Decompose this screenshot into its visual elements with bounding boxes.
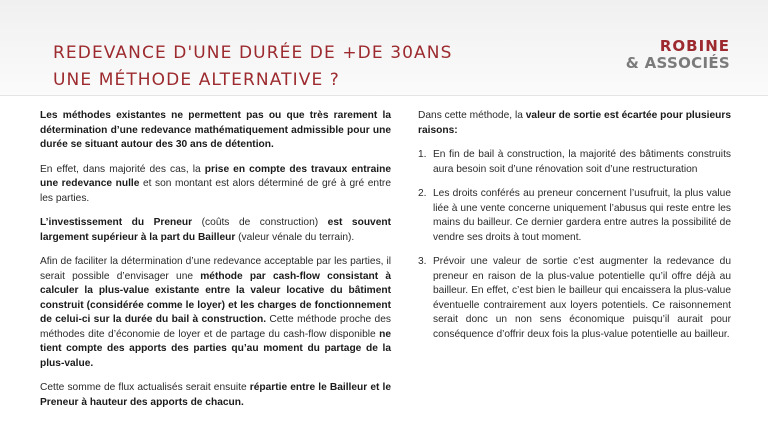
p4-text-a: Afin de faciliter la détermination d’une redevance acceptable par les parties, il serait possible d’envisager une xyxy=(40,256,391,282)
p4-text-c: Cette méthode proche des méthodes dite d’économie de loyer et de partage du cash-flow disponible xyxy=(40,314,391,340)
reason-text: Prévoir une valeur de sortie c’est augmenter la redevance du preneur en raison de la plus-value potentielle qu’il offre déjà au bailleur. En effet, c’est bien le bailleur qui encaissera la plus-value éventuelle contrairement aux loyers potentiels. Ce raisonnement serait donc un non sens économique puisqu’il aurait pour conséquence d’offrir deux fois la plus-value potentielle au bailleur. xyxy=(433,256,731,340)
intro-text: Dans cette méthode, la xyxy=(418,110,526,121)
p1-bold: Les méthodes existantes ne permettent pas ou que très rarement la détermination d’une redevance mathématiquement admissible pour une durée se situant autour des 30 ans de détention. xyxy=(40,110,391,150)
reason-item-3 xyxy=(418,255,731,342)
paragraph-1 xyxy=(40,109,391,153)
reason-number: 3. xyxy=(418,256,427,267)
p2-text-a: En effet, dans majorité des cas, la xyxy=(40,163,205,175)
intro-bold: valeur de sortie est écartée pour plusieurs raisons: xyxy=(418,110,731,136)
reason-item-1 xyxy=(418,148,731,177)
p3-text-b: (coûts de construction) xyxy=(192,217,328,228)
reason-item-2 xyxy=(418,187,731,245)
page-title xyxy=(53,40,452,94)
p5-text-a: Cette somme de flux actualisés serait ensuite xyxy=(40,382,250,393)
title-line-2: UNE MÉTHODE ALTERNATIVE ? xyxy=(53,70,340,90)
right-column xyxy=(418,109,731,352)
paragraph-4 xyxy=(40,255,391,371)
reasons-list xyxy=(418,148,731,342)
logo-line-1: ROBINE xyxy=(659,37,730,55)
logo-line-2: & ASSOCIÉS xyxy=(625,54,730,72)
paragraph-2 xyxy=(40,163,391,207)
reason-number: 1. xyxy=(418,149,427,160)
p3-bold-a: L’investissement du Preneur xyxy=(40,217,193,228)
title-line-1: REDEVANCE D'UNE DURÉE DE +DE 30ANS xyxy=(53,43,453,63)
p5-bold-b: répartie entre le Bailleur et le Preneur à hauteur des apports de chacun. xyxy=(40,382,392,408)
paragraph-5 xyxy=(40,381,391,410)
p4-bold-b: méthode par cash-flow consistant à calculer la plus-value existante entre la valeur locative du bâtiment construit (considérée comme le loyer) et les charges de fonctionnement de celui-ci sur la durée du bail à construction. xyxy=(40,270,391,325)
p3-bold-c: est souvent largement supérieur à la part du Bailleur xyxy=(40,217,391,243)
reason-number: 2. xyxy=(418,188,427,199)
left-column xyxy=(40,109,391,420)
p3-text-d: (valeur vénale du terrain). xyxy=(235,231,355,243)
p4-bold-d: ne tient compte des apports des parties qu’au moment du partage de la plus-value. xyxy=(40,328,391,369)
reason-text: En fin de bail à construction, la majorité des bâtiments construits aura besoin soit d’une rénovation soit d’une restructuration xyxy=(433,149,731,175)
paragraph-3 xyxy=(40,216,391,245)
company-logo xyxy=(626,38,730,72)
reason-text: Les droits conférés au preneur concernent l’usufruit, la plus value liée à une vente concerne uniquement l’abusus qui reste entre les mains du bailleur. Ce dernier gardera entre autres la possibilité de vendre ses droits à tout moment. xyxy=(433,188,731,243)
p2-bold: prise en compte des travaux entraine une redevance nulle xyxy=(40,163,391,189)
p2-text-c: et son montant est alors déterminé de gré à gré entre les parties. xyxy=(40,178,391,204)
right-intro xyxy=(418,109,731,138)
